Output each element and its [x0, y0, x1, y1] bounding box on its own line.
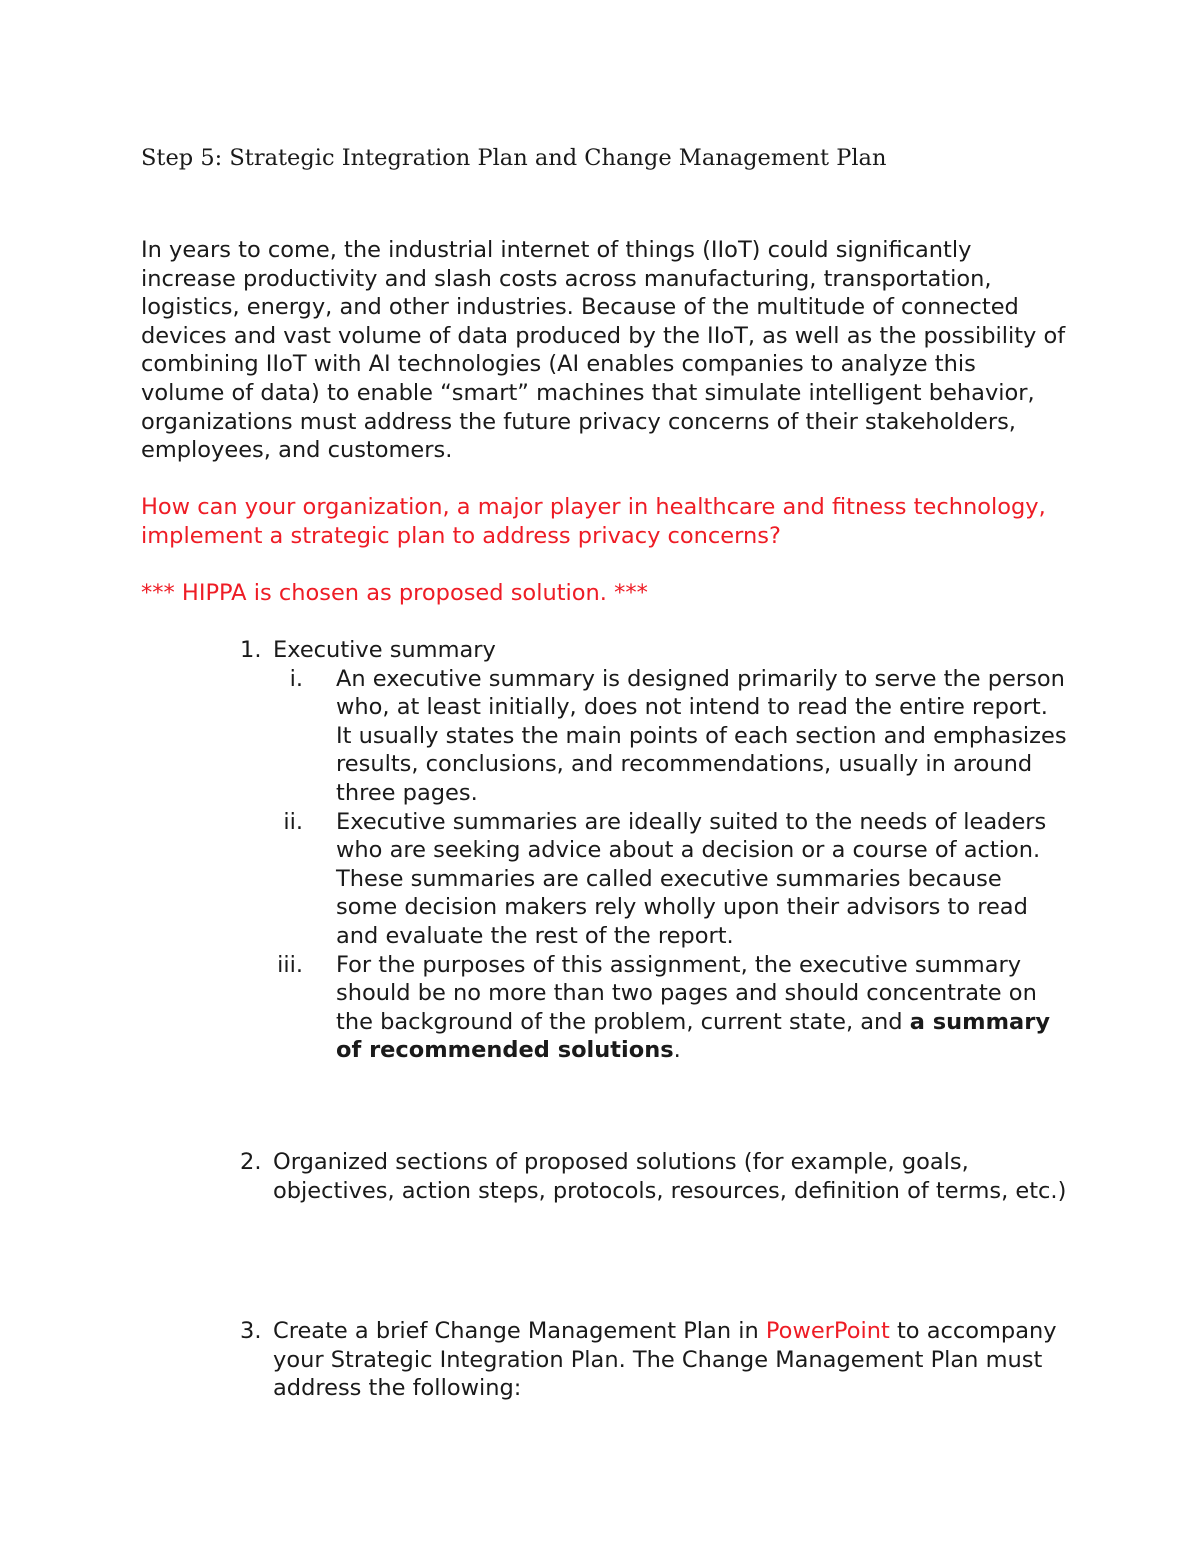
list-item-proposed-solutions: [240, 1148, 1070, 1205]
list-item-number: 1.: [240, 637, 262, 663]
sub-item-text: An executive summary is designed primarily to serve the person who, at least initially, does not intend to read the entire report. It usually states the main points of each section and emphasizes results, conclusions, and recommendations, usually in around three pages.: [336, 665, 1067, 806]
sub-item-ii: [263, 808, 1070, 951]
list-item-text-after: to accompany your Strategic Integration Plan. The Change Management Plan must address the following:: [273, 1318, 1057, 1402]
proposed-solution-note: *** HIPPA is chosen as proposed solution. ***: [141, 580, 648, 606]
guiding-question: How can your organization, a major player in healthcare and fitness technology, implement a strategic plan to address privacy concerns?: [141, 494, 1046, 549]
list-item-text: [273, 1317, 1070, 1403]
powerpoint-highlight: PowerPoint: [765, 1318, 890, 1344]
sub-item-text: Executive summaries are ideally suited to the needs of leaders who are seeking advice about a decision or a course of action. These summaries are called executive summaries because some decision makers rely wholly upon their advisors to read and evaluate the rest of the report.: [336, 808, 1047, 949]
list-item-text: Executive summary: [273, 637, 496, 663]
sub-item-marker: iii.: [277, 951, 303, 978]
list-item-text-before: Create a brief Change Management Plan in: [273, 1318, 766, 1344]
sub-item-i: [263, 665, 1070, 808]
list-item-number: 2.: [240, 1149, 262, 1175]
sub-item-tail: .: [673, 1037, 681, 1064]
document-title: Step 5: Strategic Integration Plan and Change Management Plan: [141, 145, 887, 171]
executive-summary-sublist: [263, 665, 1070, 1065]
sub-item-marker: ii.: [283, 808, 303, 835]
intro-paragraph: In years to come, the industrial internet of things (IIoT) could significantly increase productivity and slash costs across manufacturing, transportation, logistics, energy, and other industries. Because of the multitude of connected devices and vast volume of data produced by the IIoT, as well as the possibility of combining IIoT with AI technologies (AI enables companies to analyze this volume of data) to enable “smart” machines that simulate intelligent behavior, organizations must address the future privacy concerns of their stakeholders, employees, and customers.: [141, 237, 1066, 464]
list-item-number: 3.: [240, 1318, 262, 1344]
sub-item-iii: [263, 951, 1070, 1065]
list-item-change-management: [240, 1317, 1070, 1403]
sub-item-bold-text: a summary of recommended solutions: [336, 1008, 1050, 1064]
sub-item-marker: i.: [289, 665, 303, 692]
sub-item-text: For the purposes of this assignment, the executive summary should be no more than two pages and should concentrate on the background of the problem, current state, and: [336, 951, 1037, 1035]
list-item-text: Organized sections of proposed solutions (for example, goals, objectives, action steps, protocols, resources, definition of terms, etc.): [273, 1149, 1067, 1204]
list-item-executive-summary: [240, 636, 1070, 1065]
